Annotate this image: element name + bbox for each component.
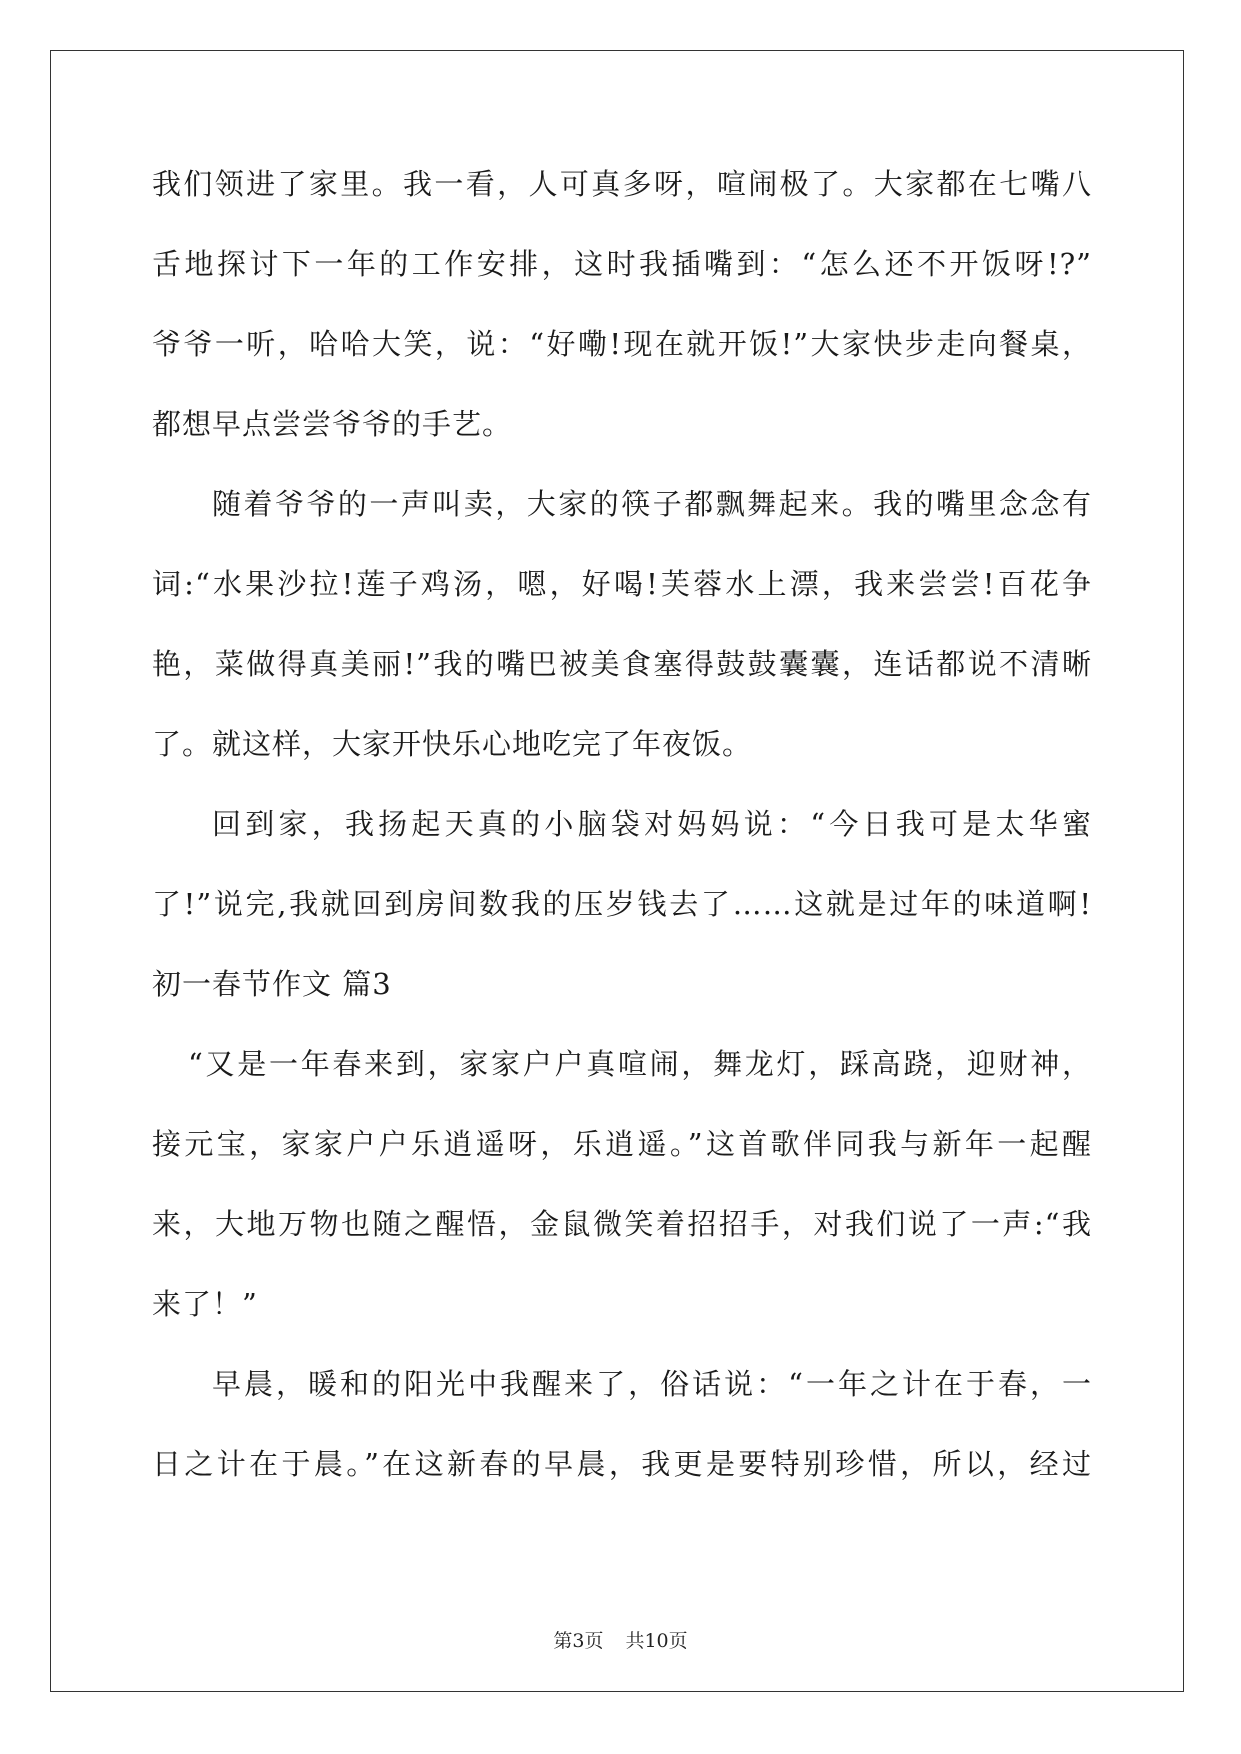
text-line: 接元宝，家家户户乐逍遥呀，乐逍遥。”这首歌伴同我与新年一起醒 bbox=[152, 1127, 1092, 1161]
section-heading: 初一春节作文 篇3 bbox=[152, 967, 392, 1001]
paragraph-start-line: “又是一年春来到，家家户户真喧闹，舞龙灯，踩高跷，迎财神， bbox=[188, 1047, 1092, 1081]
text-line: 舌地探讨下一年的工作安排，这时我插嘴到：“怎么还不开饭呀!?” bbox=[152, 247, 1092, 281]
text-line: 了。就这样，大家开快乐心地吃完了年夜饭。 bbox=[152, 727, 753, 761]
paragraph-start-line: 回到家，我扬起天真的小脑袋对妈妈说：“今日我可是太华蜜 bbox=[212, 807, 1092, 841]
text-line: 词:“水果沙拉!莲子鸡汤，嗯，好喝!芙蓉水上漂，我来尝尝!百花争 bbox=[152, 567, 1092, 601]
text-line: 了!”说完,我就回到房间数我的压岁钱去了……这就是过年的味道啊! bbox=[152, 887, 1092, 921]
text-line: 来，大地万物也随之醒悟，金鼠微笑着招招手，对我们说了一声:“我 bbox=[152, 1207, 1092, 1241]
text-line: 我们领进了家里。我一看，人可真多呀，喧闹极了。大家都在七嘴八 bbox=[152, 167, 1092, 201]
page-footer bbox=[0, 1626, 1241, 1653]
text-line: 艳，菜做得真美丽!”我的嘴巴被美食塞得鼓鼓囊囊，连话都说不清晰 bbox=[152, 647, 1092, 681]
paragraph-start-line: 早晨，暖和的阳光中我醒来了，俗话说：“一年之计在于春，一 bbox=[212, 1367, 1092, 1401]
page-total: 共10页 bbox=[625, 1630, 688, 1652]
paragraph-start-line: 随着爷爷的一声叫卖，大家的筷子都飘舞起来。我的嘴里念念有 bbox=[212, 487, 1092, 521]
text-line: 日之计在于晨。”在这新春的早晨，我更是要特别珍惜，所以，经过 bbox=[152, 1447, 1092, 1481]
text-line: 爷爷一听，哈哈大笑，说：“好嘞!现在就开饭!”大家快步走向餐桌， bbox=[152, 327, 1092, 361]
text-line: 来了！” bbox=[152, 1287, 258, 1321]
document-body bbox=[152, 160, 1092, 1520]
page-number: 第3页 bbox=[553, 1630, 604, 1652]
text-line: 都想早点尝尝爷爷的手艺。 bbox=[152, 407, 513, 441]
